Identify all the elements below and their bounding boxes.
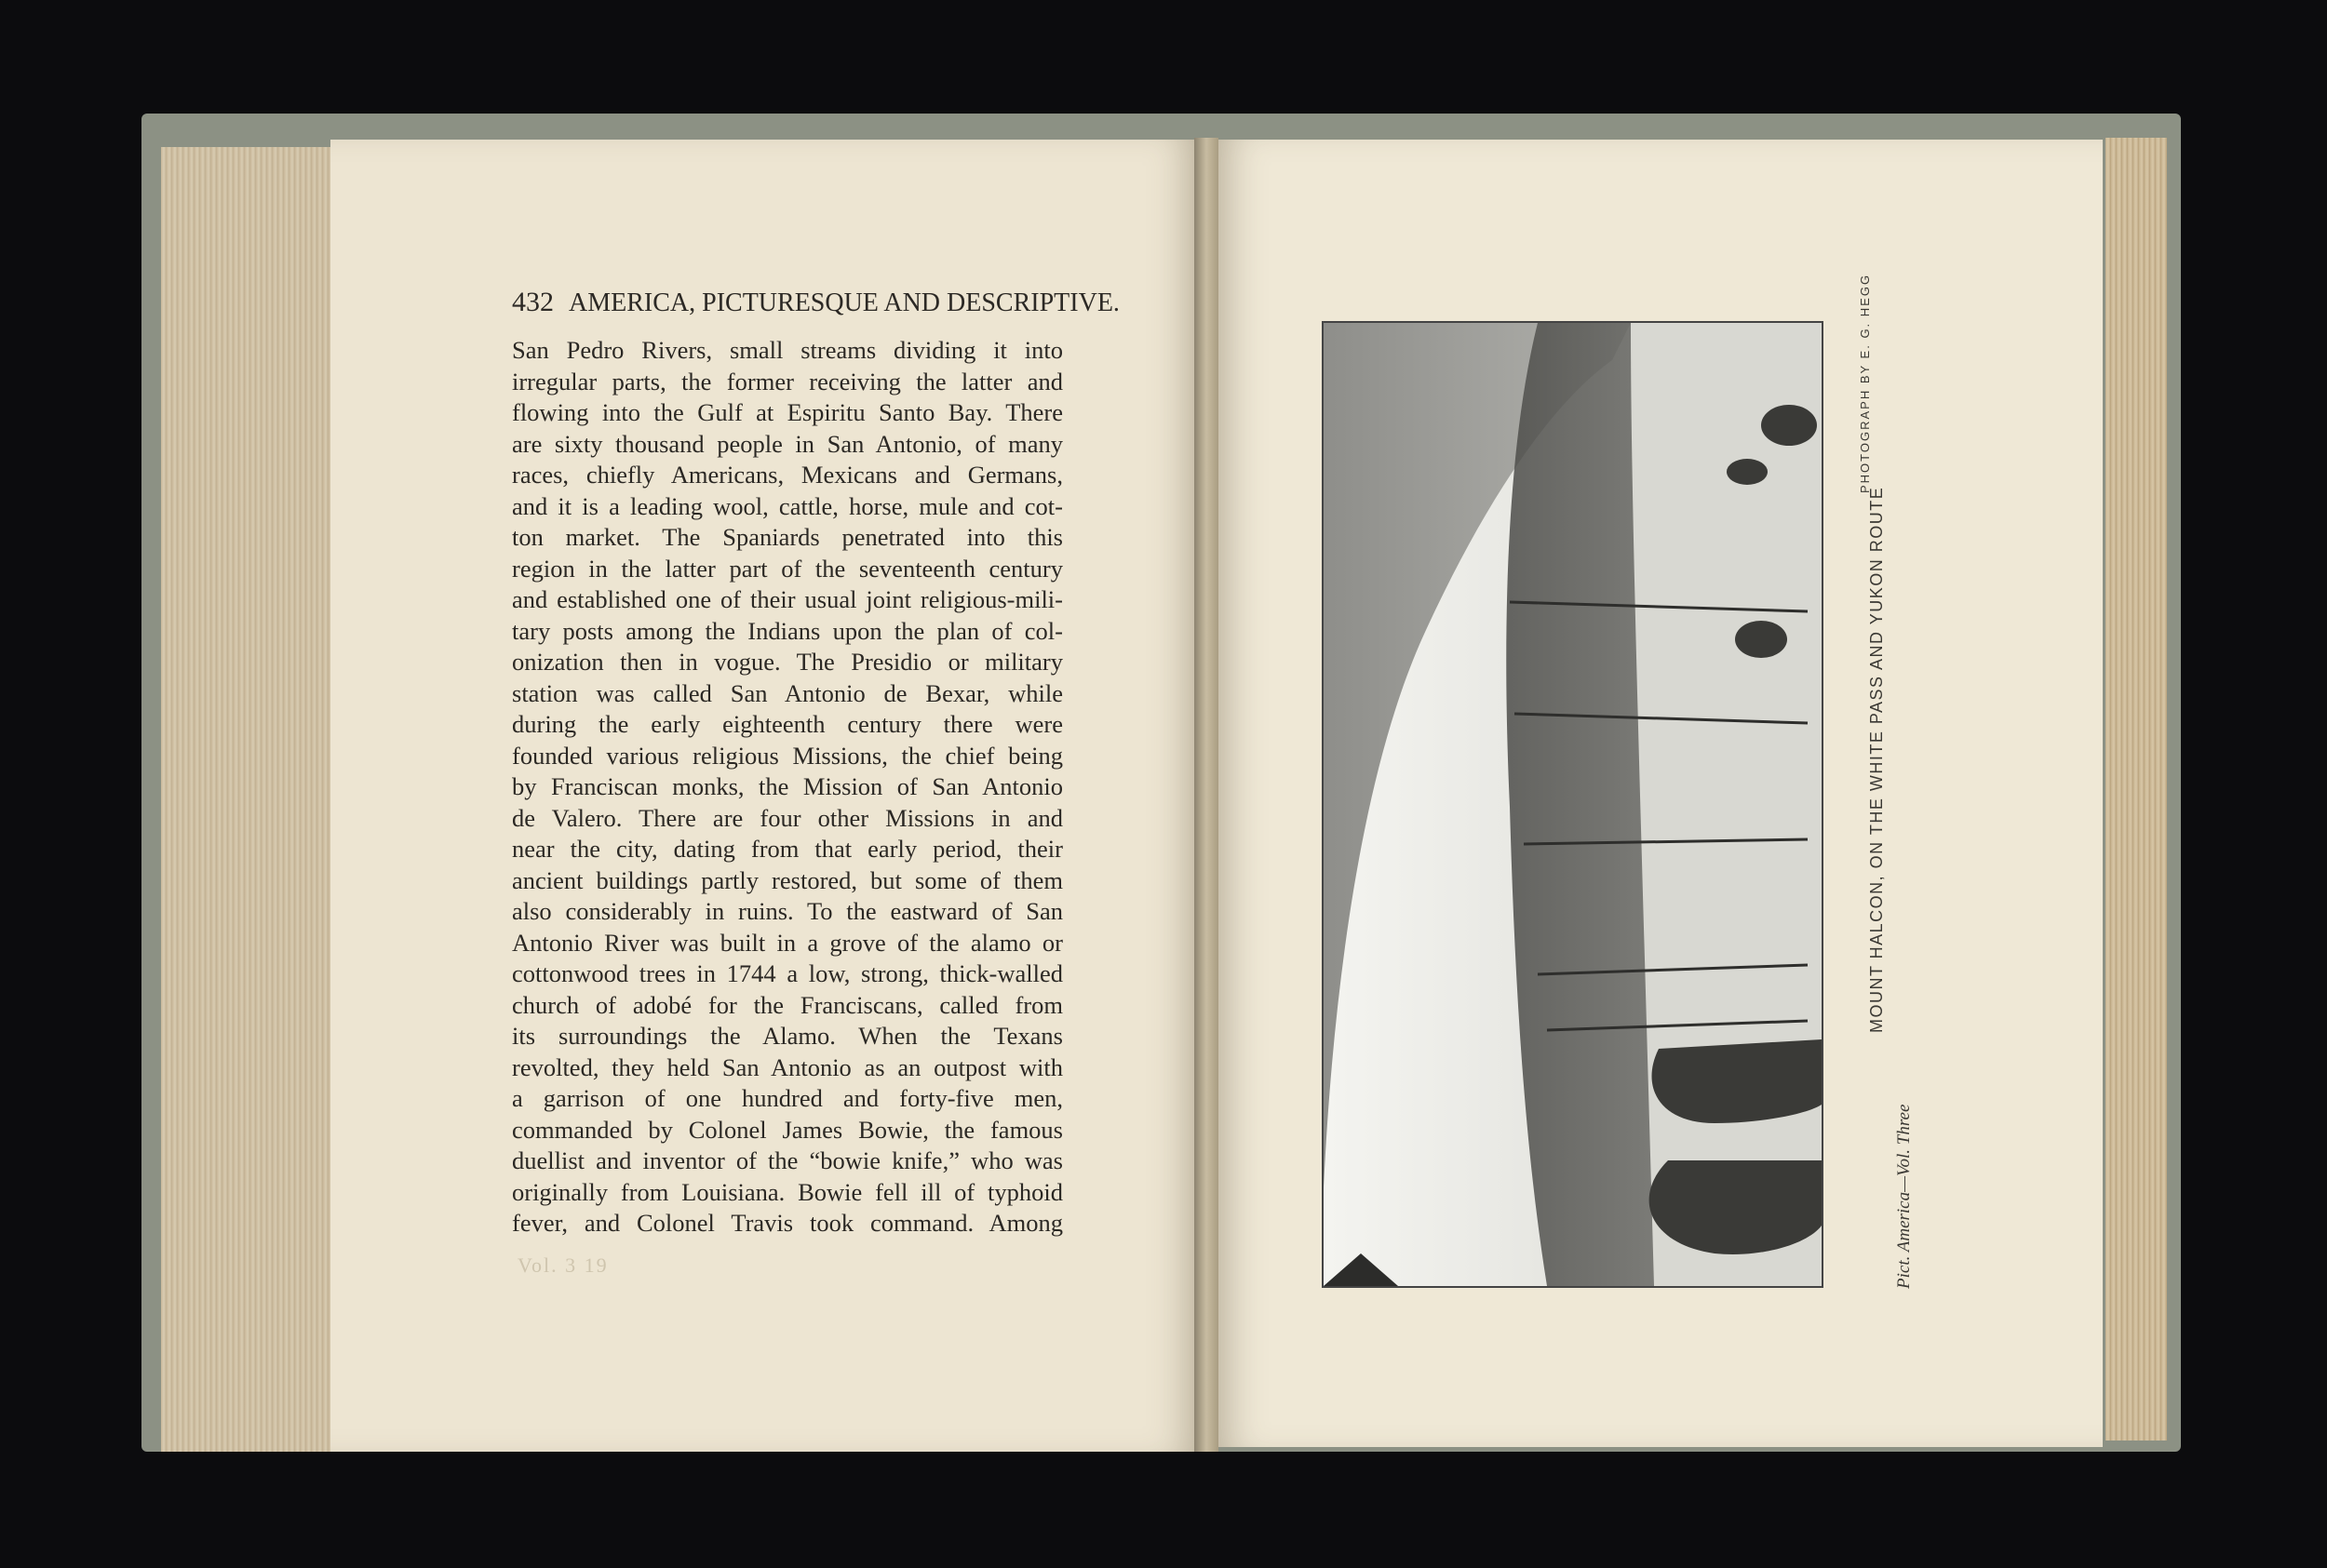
text-line: also considerably in ruins. To the eastward of San xyxy=(512,897,1063,925)
text-line: and it is a leading wool, cattle, horse, mule and cot- xyxy=(512,491,1063,520)
body-text xyxy=(512,335,1063,1240)
running-head-title: AMERICA, PICTURESQUE AND DESCRIPTIVE. xyxy=(569,288,1120,317)
text-line: during the early eighteenth century there were xyxy=(512,710,1063,738)
text-line: duellist and inventor of the “bowie knife,” who was xyxy=(512,1146,1063,1174)
text-line: are sixty thousand people in San Antonio, of many xyxy=(512,429,1063,458)
text-line: region in the latter part of the seventeenth century xyxy=(512,554,1063,583)
text-line: onization then in vogue. The Presidio or military xyxy=(512,648,1063,676)
text-line: tary posts among the Indians upon the plan of col- xyxy=(512,616,1063,645)
text-line: station was called San Antonio de Bexar, while xyxy=(512,678,1063,707)
text-line: revolted, they held San Antonio as an outpost with xyxy=(512,1052,1063,1081)
text-line: founded various religious Missions, the chief being xyxy=(512,741,1063,770)
text-line: by Franciscan monks, the Mission of San Antonio xyxy=(512,772,1063,800)
text-line: its surroundings the Alamo. When the Texans xyxy=(512,1022,1063,1050)
plate-caption: MOUNT HALCON, ON THE WHITE PASS AND YUKON ROUTE xyxy=(1867,486,1886,1033)
text-line: de Valero. There are four other Missions in and xyxy=(512,803,1063,832)
text-line: flowing into the Gulf at Espiritu Santo Bay. There xyxy=(512,398,1063,426)
text-line: San Pedro Rivers, small streams dividing it into xyxy=(512,336,1063,364)
text-line: commanded by Colonel James Bowie, the famous xyxy=(512,1115,1063,1144)
signature-mark: Vol. 3 19 xyxy=(518,1253,609,1277)
text-line: and established one of their usual joint religious-mili- xyxy=(512,585,1063,613)
text-line: a garrison of one hundred and forty-five men, xyxy=(512,1084,1063,1112)
text-line: fever, and Colonel Travis took command. Among xyxy=(512,1209,1063,1237)
right-page-edges xyxy=(2105,138,2167,1441)
text-line: near the city, dating from that early period, their xyxy=(512,835,1063,863)
mountain-photograph xyxy=(1322,321,1823,1288)
book-gutter xyxy=(1194,138,1218,1452)
photo-credit: PHOTOGRAPH BY E. G. HEGG xyxy=(1858,273,1872,493)
running-header xyxy=(512,287,1120,324)
volume-note: Pict. America—Vol. Three xyxy=(1894,1104,1914,1289)
text-line: church of adobé for the Franciscans, called from xyxy=(512,990,1063,1019)
text-line: ton market. The Spaniards penetrated into this xyxy=(512,523,1063,551)
page-number: 432 xyxy=(512,287,554,317)
text-line: originally from Louisiana. Bowie fell ill of typhoid xyxy=(512,1177,1063,1206)
text-line: irregular parts, the former receiving the latter and xyxy=(512,367,1063,395)
text-line: ancient buildings partly restored, but some of them xyxy=(512,865,1063,894)
left-page-edges xyxy=(161,147,338,1452)
text-line: cottonwood trees in 1744 a low, strong, thick-walled xyxy=(512,959,1063,987)
text-line: races, chiefly Americans, Mexicans and Germans, xyxy=(512,461,1063,489)
text-line: Antonio River was built in a grove of the alamo or xyxy=(512,928,1063,957)
